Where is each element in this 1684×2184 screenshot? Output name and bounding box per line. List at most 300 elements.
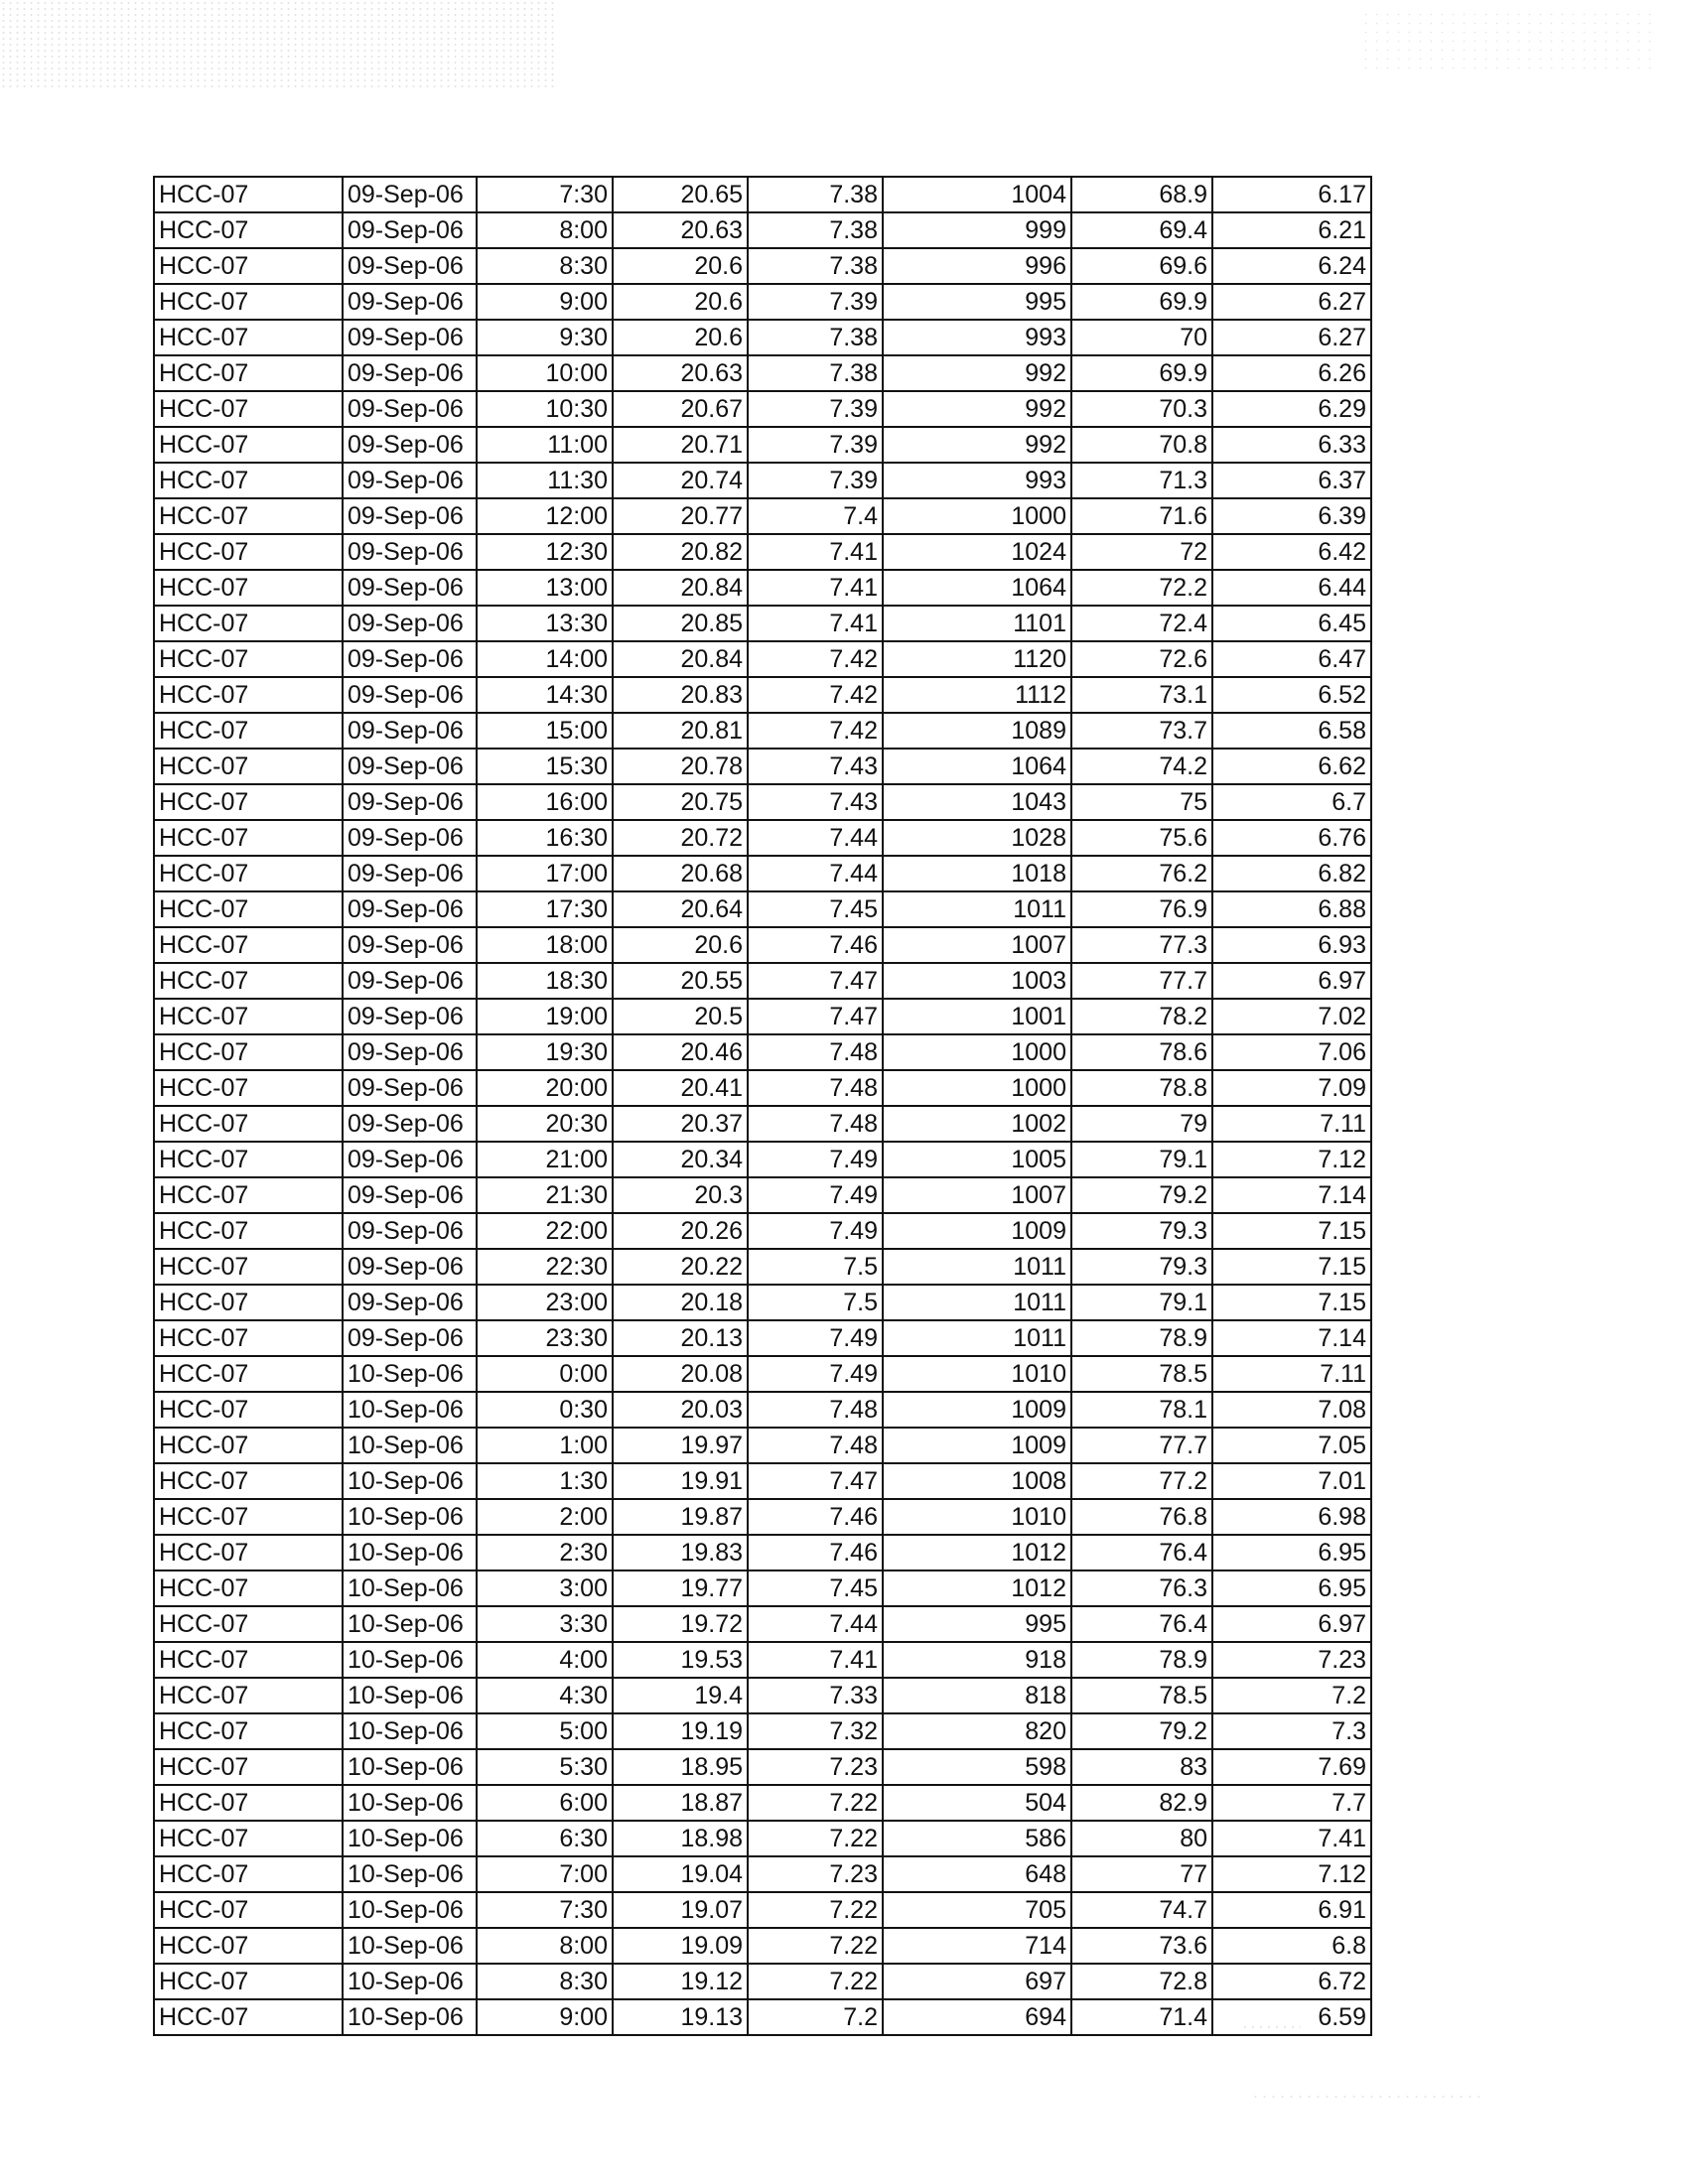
site-cell: HCC-07 (154, 1892, 343, 1928)
ph-cell: 7.2 (748, 1999, 883, 2035)
table-row (154, 677, 1371, 713)
site-cell: HCC-07 (154, 891, 343, 927)
time-cell: 3:30 (477, 1606, 613, 1642)
temperature-cell: 19.07 (613, 1892, 748, 1928)
site-cell: HCC-07 (154, 1249, 343, 1285)
do-mg-cell: 6.62 (1212, 749, 1371, 784)
ph-cell: 7.41 (748, 606, 883, 641)
temperature-cell: 19.4 (613, 1678, 748, 1713)
conductivity-cell: 995 (883, 1606, 1071, 1642)
site-cell: HCC-07 (154, 177, 343, 212)
do-mg-cell: 6.42 (1212, 534, 1371, 570)
do-percent-cell: 78.9 (1071, 1320, 1212, 1356)
ph-cell: 7.22 (748, 1964, 883, 1999)
table-row (154, 1892, 1371, 1928)
time-cell: 3:00 (477, 1570, 613, 1606)
ph-cell: 7.49 (748, 1142, 883, 1177)
do-percent-cell: 76.2 (1071, 856, 1212, 891)
conductivity-cell: 697 (883, 1964, 1071, 1999)
site-cell: HCC-07 (154, 713, 343, 749)
site-cell: HCC-07 (154, 391, 343, 427)
do-mg-cell: 7.11 (1212, 1356, 1371, 1392)
time-cell: 12:00 (477, 498, 613, 534)
do-percent-cell: 71.4 (1071, 1999, 1212, 2035)
scan-noise-bottom-b (1251, 2095, 1479, 2099)
do-percent-cell: 73.7 (1071, 713, 1212, 749)
do-mg-cell: 7.12 (1212, 1856, 1371, 1892)
temperature-cell: 20.77 (613, 498, 748, 534)
table-row (154, 427, 1371, 463)
do-percent-cell: 79 (1071, 1106, 1212, 1142)
do-percent-cell: 76.4 (1071, 1606, 1212, 1642)
do-mg-cell: 6.8 (1212, 1928, 1371, 1964)
date-cell: 09-Sep-06 (343, 820, 477, 856)
conductivity-cell: 1007 (883, 1177, 1071, 1213)
do-mg-cell: 7.14 (1212, 1177, 1371, 1213)
temperature-cell: 20.41 (613, 1070, 748, 1106)
date-cell: 09-Sep-06 (343, 463, 477, 498)
time-cell: 22:30 (477, 1249, 613, 1285)
site-cell: HCC-07 (154, 1356, 343, 1392)
date-cell: 09-Sep-06 (343, 963, 477, 999)
time-cell: 17:00 (477, 856, 613, 891)
site-cell: HCC-07 (154, 999, 343, 1034)
do-percent-cell: 70 (1071, 320, 1212, 355)
do-percent-cell: 76.4 (1071, 1535, 1212, 1570)
time-cell: 19:30 (477, 1034, 613, 1070)
temperature-cell: 20.83 (613, 677, 748, 713)
time-cell: 10:00 (477, 355, 613, 391)
ph-cell: 7.39 (748, 284, 883, 320)
do-percent-cell: 77.7 (1071, 963, 1212, 999)
do-mg-cell: 6.58 (1212, 713, 1371, 749)
table-row (154, 1213, 1371, 1249)
conductivity-cell: 1028 (883, 820, 1071, 856)
table-row (154, 355, 1371, 391)
do-percent-cell: 82.9 (1071, 1785, 1212, 1821)
data-table-body (154, 177, 1371, 2035)
date-cell: 10-Sep-06 (343, 1999, 477, 2035)
temperature-cell: 20.64 (613, 891, 748, 927)
temperature-cell: 20.5 (613, 999, 748, 1034)
date-cell: 09-Sep-06 (343, 606, 477, 641)
ph-cell: 7.44 (748, 856, 883, 891)
do-mg-cell: 7.15 (1212, 1285, 1371, 1320)
time-cell: 9:00 (477, 284, 613, 320)
temperature-cell: 19.19 (613, 1713, 748, 1749)
date-cell: 10-Sep-06 (343, 1964, 477, 1999)
do-mg-cell: 6.97 (1212, 963, 1371, 999)
table-row (154, 999, 1371, 1034)
do-percent-cell: 73.6 (1071, 1928, 1212, 1964)
ph-cell: 7.39 (748, 463, 883, 498)
date-cell: 09-Sep-06 (343, 1213, 477, 1249)
ph-cell: 7.33 (748, 1678, 883, 1713)
date-cell: 09-Sep-06 (343, 570, 477, 606)
do-mg-cell: 7.12 (1212, 1142, 1371, 1177)
table-row (154, 1749, 1371, 1785)
date-cell: 09-Sep-06 (343, 212, 477, 248)
table-row (154, 927, 1371, 963)
conductivity-cell: 714 (883, 1928, 1071, 1964)
site-cell: HCC-07 (154, 1928, 343, 1964)
table-row (154, 1463, 1371, 1499)
do-percent-cell: 68.9 (1071, 177, 1212, 212)
conductivity-cell: 1000 (883, 498, 1071, 534)
do-mg-cell: 7.11 (1212, 1106, 1371, 1142)
do-mg-cell: 6.97 (1212, 1606, 1371, 1642)
conductivity-cell: 1089 (883, 713, 1071, 749)
date-cell: 10-Sep-06 (343, 1749, 477, 1785)
temperature-cell: 20.67 (613, 391, 748, 427)
ph-cell: 7.22 (748, 1892, 883, 1928)
site-cell: HCC-07 (154, 749, 343, 784)
do-mg-cell: 6.82 (1212, 856, 1371, 891)
conductivity-cell: 1018 (883, 856, 1071, 891)
table-row (154, 1642, 1371, 1678)
temperature-cell: 20.84 (613, 641, 748, 677)
date-cell: 09-Sep-06 (343, 1177, 477, 1213)
table-row (154, 248, 1371, 284)
ph-cell: 7.42 (748, 713, 883, 749)
time-cell: 13:30 (477, 606, 613, 641)
do-mg-cell: 7.7 (1212, 1785, 1371, 1821)
table-row (154, 212, 1371, 248)
ph-cell: 7.43 (748, 784, 883, 820)
time-cell: 12:30 (477, 534, 613, 570)
do-mg-cell: 6.72 (1212, 1964, 1371, 1999)
date-cell: 10-Sep-06 (343, 1928, 477, 1964)
date-cell: 09-Sep-06 (343, 1034, 477, 1070)
date-cell: 10-Sep-06 (343, 1428, 477, 1463)
do-percent-cell: 80 (1071, 1821, 1212, 1856)
table-row (154, 1249, 1371, 1285)
table-row (154, 570, 1371, 606)
site-cell: HCC-07 (154, 606, 343, 641)
site-cell: HCC-07 (154, 1964, 343, 1999)
site-cell: HCC-07 (154, 534, 343, 570)
time-cell: 7:30 (477, 177, 613, 212)
ph-cell: 7.49 (748, 1213, 883, 1249)
conductivity-cell: 1007 (883, 927, 1071, 963)
ph-cell: 7.32 (748, 1713, 883, 1749)
date-cell: 09-Sep-06 (343, 927, 477, 963)
do-mg-cell: 7.09 (1212, 1070, 1371, 1106)
site-cell: HCC-07 (154, 1856, 343, 1892)
date-cell: 10-Sep-06 (343, 1821, 477, 1856)
ph-cell: 7.49 (748, 1177, 883, 1213)
table-row (154, 1285, 1371, 1320)
ph-cell: 7.22 (748, 1928, 883, 1964)
table-row (154, 606, 1371, 641)
do-percent-cell: 71.6 (1071, 498, 1212, 534)
ph-cell: 7.41 (748, 570, 883, 606)
do-mg-cell: 7.2 (1212, 1678, 1371, 1713)
ph-cell: 7.41 (748, 1642, 883, 1678)
conductivity-cell: 999 (883, 212, 1071, 248)
temperature-cell: 20.34 (613, 1142, 748, 1177)
table-row (154, 1606, 1371, 1642)
ph-cell: 7.46 (748, 1535, 883, 1570)
ph-cell: 7.38 (748, 355, 883, 391)
site-cell: HCC-07 (154, 1678, 343, 1713)
ph-cell: 7.38 (748, 212, 883, 248)
time-cell: 6:30 (477, 1821, 613, 1856)
site-cell: HCC-07 (154, 1642, 343, 1678)
ph-cell: 7.38 (748, 248, 883, 284)
site-cell: HCC-07 (154, 1606, 343, 1642)
date-cell: 10-Sep-06 (343, 1570, 477, 1606)
time-cell: 20:30 (477, 1106, 613, 1142)
do-mg-cell: 7.15 (1212, 1249, 1371, 1285)
time-cell: 17:30 (477, 891, 613, 927)
temperature-cell: 20.6 (613, 284, 748, 320)
temperature-cell: 20.03 (613, 1392, 748, 1428)
table-row (154, 1856, 1371, 1892)
time-cell: 18:30 (477, 963, 613, 999)
date-cell: 10-Sep-06 (343, 1642, 477, 1678)
table-row (154, 820, 1371, 856)
date-cell: 09-Sep-06 (343, 534, 477, 570)
table-row (154, 749, 1371, 784)
temperature-cell: 20.65 (613, 177, 748, 212)
date-cell: 09-Sep-06 (343, 177, 477, 212)
do-percent-cell: 77.3 (1071, 927, 1212, 963)
do-mg-cell: 7.14 (1212, 1320, 1371, 1356)
temperature-cell: 20.71 (613, 427, 748, 463)
temperature-cell: 20.22 (613, 1249, 748, 1285)
date-cell: 10-Sep-06 (343, 1392, 477, 1428)
conductivity-cell: 1000 (883, 1070, 1071, 1106)
ph-cell: 7.4 (748, 498, 883, 534)
temperature-cell: 19.91 (613, 1463, 748, 1499)
do-percent-cell: 69.6 (1071, 248, 1212, 284)
do-mg-cell: 6.29 (1212, 391, 1371, 427)
table-row (154, 1678, 1371, 1713)
do-mg-cell: 6.47 (1212, 641, 1371, 677)
time-cell: 8:00 (477, 212, 613, 248)
time-cell: 7:00 (477, 1856, 613, 1892)
time-cell: 21:30 (477, 1177, 613, 1213)
ph-cell: 7.42 (748, 677, 883, 713)
table-row (154, 320, 1371, 355)
site-cell: HCC-07 (154, 284, 343, 320)
time-cell: 8:00 (477, 1928, 613, 1964)
date-cell: 09-Sep-06 (343, 1070, 477, 1106)
do-percent-cell: 77 (1071, 1856, 1212, 1892)
ph-cell: 7.43 (748, 749, 883, 784)
do-percent-cell: 83 (1071, 1749, 1212, 1785)
do-percent-cell: 75 (1071, 784, 1212, 820)
date-cell: 09-Sep-06 (343, 713, 477, 749)
temperature-cell: 19.87 (613, 1499, 748, 1535)
time-cell: 16:00 (477, 784, 613, 820)
site-cell: HCC-07 (154, 1463, 343, 1499)
date-cell: 09-Sep-06 (343, 856, 477, 891)
site-cell: HCC-07 (154, 1285, 343, 1320)
ph-cell: 7.42 (748, 641, 883, 677)
site-cell: HCC-07 (154, 1106, 343, 1142)
do-percent-cell: 72.2 (1071, 570, 1212, 606)
conductivity-cell: 993 (883, 320, 1071, 355)
date-cell: 09-Sep-06 (343, 427, 477, 463)
conductivity-cell: 1009 (883, 1428, 1071, 1463)
do-mg-cell: 7.08 (1212, 1392, 1371, 1428)
temperature-cell: 18.95 (613, 1749, 748, 1785)
ph-cell: 7.22 (748, 1785, 883, 1821)
ph-cell: 7.23 (748, 1856, 883, 1892)
date-cell: 09-Sep-06 (343, 1142, 477, 1177)
date-cell: 09-Sep-06 (343, 498, 477, 534)
do-mg-cell: 6.7 (1212, 784, 1371, 820)
do-mg-cell: 7.41 (1212, 1821, 1371, 1856)
do-percent-cell: 79.2 (1071, 1177, 1212, 1213)
temperature-cell: 20.6 (613, 927, 748, 963)
temperature-cell: 19.72 (613, 1606, 748, 1642)
do-mg-cell: 6.17 (1212, 177, 1371, 212)
date-cell: 09-Sep-06 (343, 320, 477, 355)
time-cell: 5:00 (477, 1713, 613, 1749)
do-percent-cell: 79.3 (1071, 1213, 1212, 1249)
date-cell: 09-Sep-06 (343, 284, 477, 320)
conductivity-cell: 1064 (883, 570, 1071, 606)
ph-cell: 7.5 (748, 1285, 883, 1320)
date-cell: 09-Sep-06 (343, 677, 477, 713)
do-mg-cell: 7.69 (1212, 1749, 1371, 1785)
do-percent-cell: 77.2 (1071, 1463, 1212, 1499)
ph-cell: 7.48 (748, 1106, 883, 1142)
table-row (154, 856, 1371, 891)
table-row (154, 1964, 1371, 1999)
temperature-cell: 20.84 (613, 570, 748, 606)
do-mg-cell: 6.91 (1212, 1892, 1371, 1928)
temperature-cell: 19.53 (613, 1642, 748, 1678)
ph-cell: 7.41 (748, 534, 883, 570)
do-mg-cell: 6.93 (1212, 927, 1371, 963)
do-percent-cell: 78.6 (1071, 1034, 1212, 1070)
site-cell: HCC-07 (154, 927, 343, 963)
temperature-cell: 20.75 (613, 784, 748, 820)
conductivity-cell: 992 (883, 391, 1071, 427)
do-percent-cell: 72.4 (1071, 606, 1212, 641)
do-percent-cell: 74.7 (1071, 1892, 1212, 1928)
date-cell: 10-Sep-06 (343, 1856, 477, 1892)
temperature-cell: 20.08 (613, 1356, 748, 1392)
time-cell: 20:00 (477, 1070, 613, 1106)
table-row (154, 891, 1371, 927)
table-row (154, 1928, 1371, 1964)
do-mg-cell: 6.76 (1212, 820, 1371, 856)
ph-cell: 7.48 (748, 1070, 883, 1106)
conductivity-cell: 995 (883, 284, 1071, 320)
conductivity-cell: 1024 (883, 534, 1071, 570)
conductivity-cell: 992 (883, 355, 1071, 391)
do-mg-cell: 7.05 (1212, 1428, 1371, 1463)
site-cell: HCC-07 (154, 856, 343, 891)
date-cell: 09-Sep-06 (343, 355, 477, 391)
conductivity-cell: 818 (883, 1678, 1071, 1713)
ph-cell: 7.22 (748, 1821, 883, 1856)
do-mg-cell: 6.24 (1212, 248, 1371, 284)
date-cell: 09-Sep-06 (343, 1285, 477, 1320)
do-percent-cell: 71.3 (1071, 463, 1212, 498)
time-cell: 8:30 (477, 248, 613, 284)
conductivity-cell: 1009 (883, 1392, 1071, 1428)
site-cell: HCC-07 (154, 1392, 343, 1428)
site-cell: HCC-07 (154, 820, 343, 856)
time-cell: 23:00 (477, 1285, 613, 1320)
conductivity-cell: 1010 (883, 1356, 1071, 1392)
time-cell: 9:30 (477, 320, 613, 355)
do-mg-cell: 7.02 (1212, 999, 1371, 1034)
do-mg-cell: 6.44 (1212, 570, 1371, 606)
scan-noise-top-right (1360, 10, 1658, 69)
site-cell: HCC-07 (154, 1821, 343, 1856)
time-cell: 13:00 (477, 570, 613, 606)
conductivity-cell: 1012 (883, 1535, 1071, 1570)
do-percent-cell: 78.8 (1071, 1070, 1212, 1106)
temperature-cell: 20.37 (613, 1106, 748, 1142)
time-cell: 7:30 (477, 1892, 613, 1928)
temperature-cell: 20.13 (613, 1320, 748, 1356)
temperature-cell: 19.12 (613, 1964, 748, 1999)
temperature-cell: 20.74 (613, 463, 748, 498)
do-percent-cell: 69.9 (1071, 284, 1212, 320)
ph-cell: 7.48 (748, 1392, 883, 1428)
date-cell: 09-Sep-06 (343, 1320, 477, 1356)
do-mg-cell: 6.88 (1212, 891, 1371, 927)
do-mg-cell: 6.26 (1212, 355, 1371, 391)
time-cell: 0:30 (477, 1392, 613, 1428)
date-cell: 09-Sep-06 (343, 999, 477, 1034)
time-cell: 15:00 (477, 713, 613, 749)
conductivity-cell: 996 (883, 248, 1071, 284)
conductivity-cell: 1001 (883, 999, 1071, 1034)
conductivity-cell: 918 (883, 1642, 1071, 1678)
temperature-cell: 20.55 (613, 963, 748, 999)
ph-cell: 7.48 (748, 1428, 883, 1463)
table-row (154, 284, 1371, 320)
site-cell: HCC-07 (154, 1999, 343, 2035)
table-row (154, 641, 1371, 677)
temperature-cell: 20.6 (613, 320, 748, 355)
conductivity-cell: 1043 (883, 784, 1071, 820)
date-cell: 09-Sep-06 (343, 248, 477, 284)
ph-cell: 7.45 (748, 891, 883, 927)
site-cell: HCC-07 (154, 1570, 343, 1606)
site-cell: HCC-07 (154, 1785, 343, 1821)
time-cell: 2:30 (477, 1535, 613, 1570)
temperature-cell: 20.18 (613, 1285, 748, 1320)
site-cell: HCC-07 (154, 355, 343, 391)
conductivity-cell: 694 (883, 1999, 1071, 2035)
ph-cell: 7.49 (748, 1320, 883, 1356)
site-cell: HCC-07 (154, 963, 343, 999)
conductivity-cell: 1011 (883, 891, 1071, 927)
table-row (154, 1499, 1371, 1535)
do-percent-cell: 70.8 (1071, 427, 1212, 463)
do-mg-cell: 6.27 (1212, 284, 1371, 320)
site-cell: HCC-07 (154, 212, 343, 248)
table-row (154, 391, 1371, 427)
do-percent-cell: 76.9 (1071, 891, 1212, 927)
table-row (154, 1106, 1371, 1142)
table-row (154, 1713, 1371, 1749)
site-cell: HCC-07 (154, 1535, 343, 1570)
ph-cell: 7.23 (748, 1749, 883, 1785)
conductivity-cell: 1003 (883, 963, 1071, 999)
do-percent-cell: 78.2 (1071, 999, 1212, 1034)
